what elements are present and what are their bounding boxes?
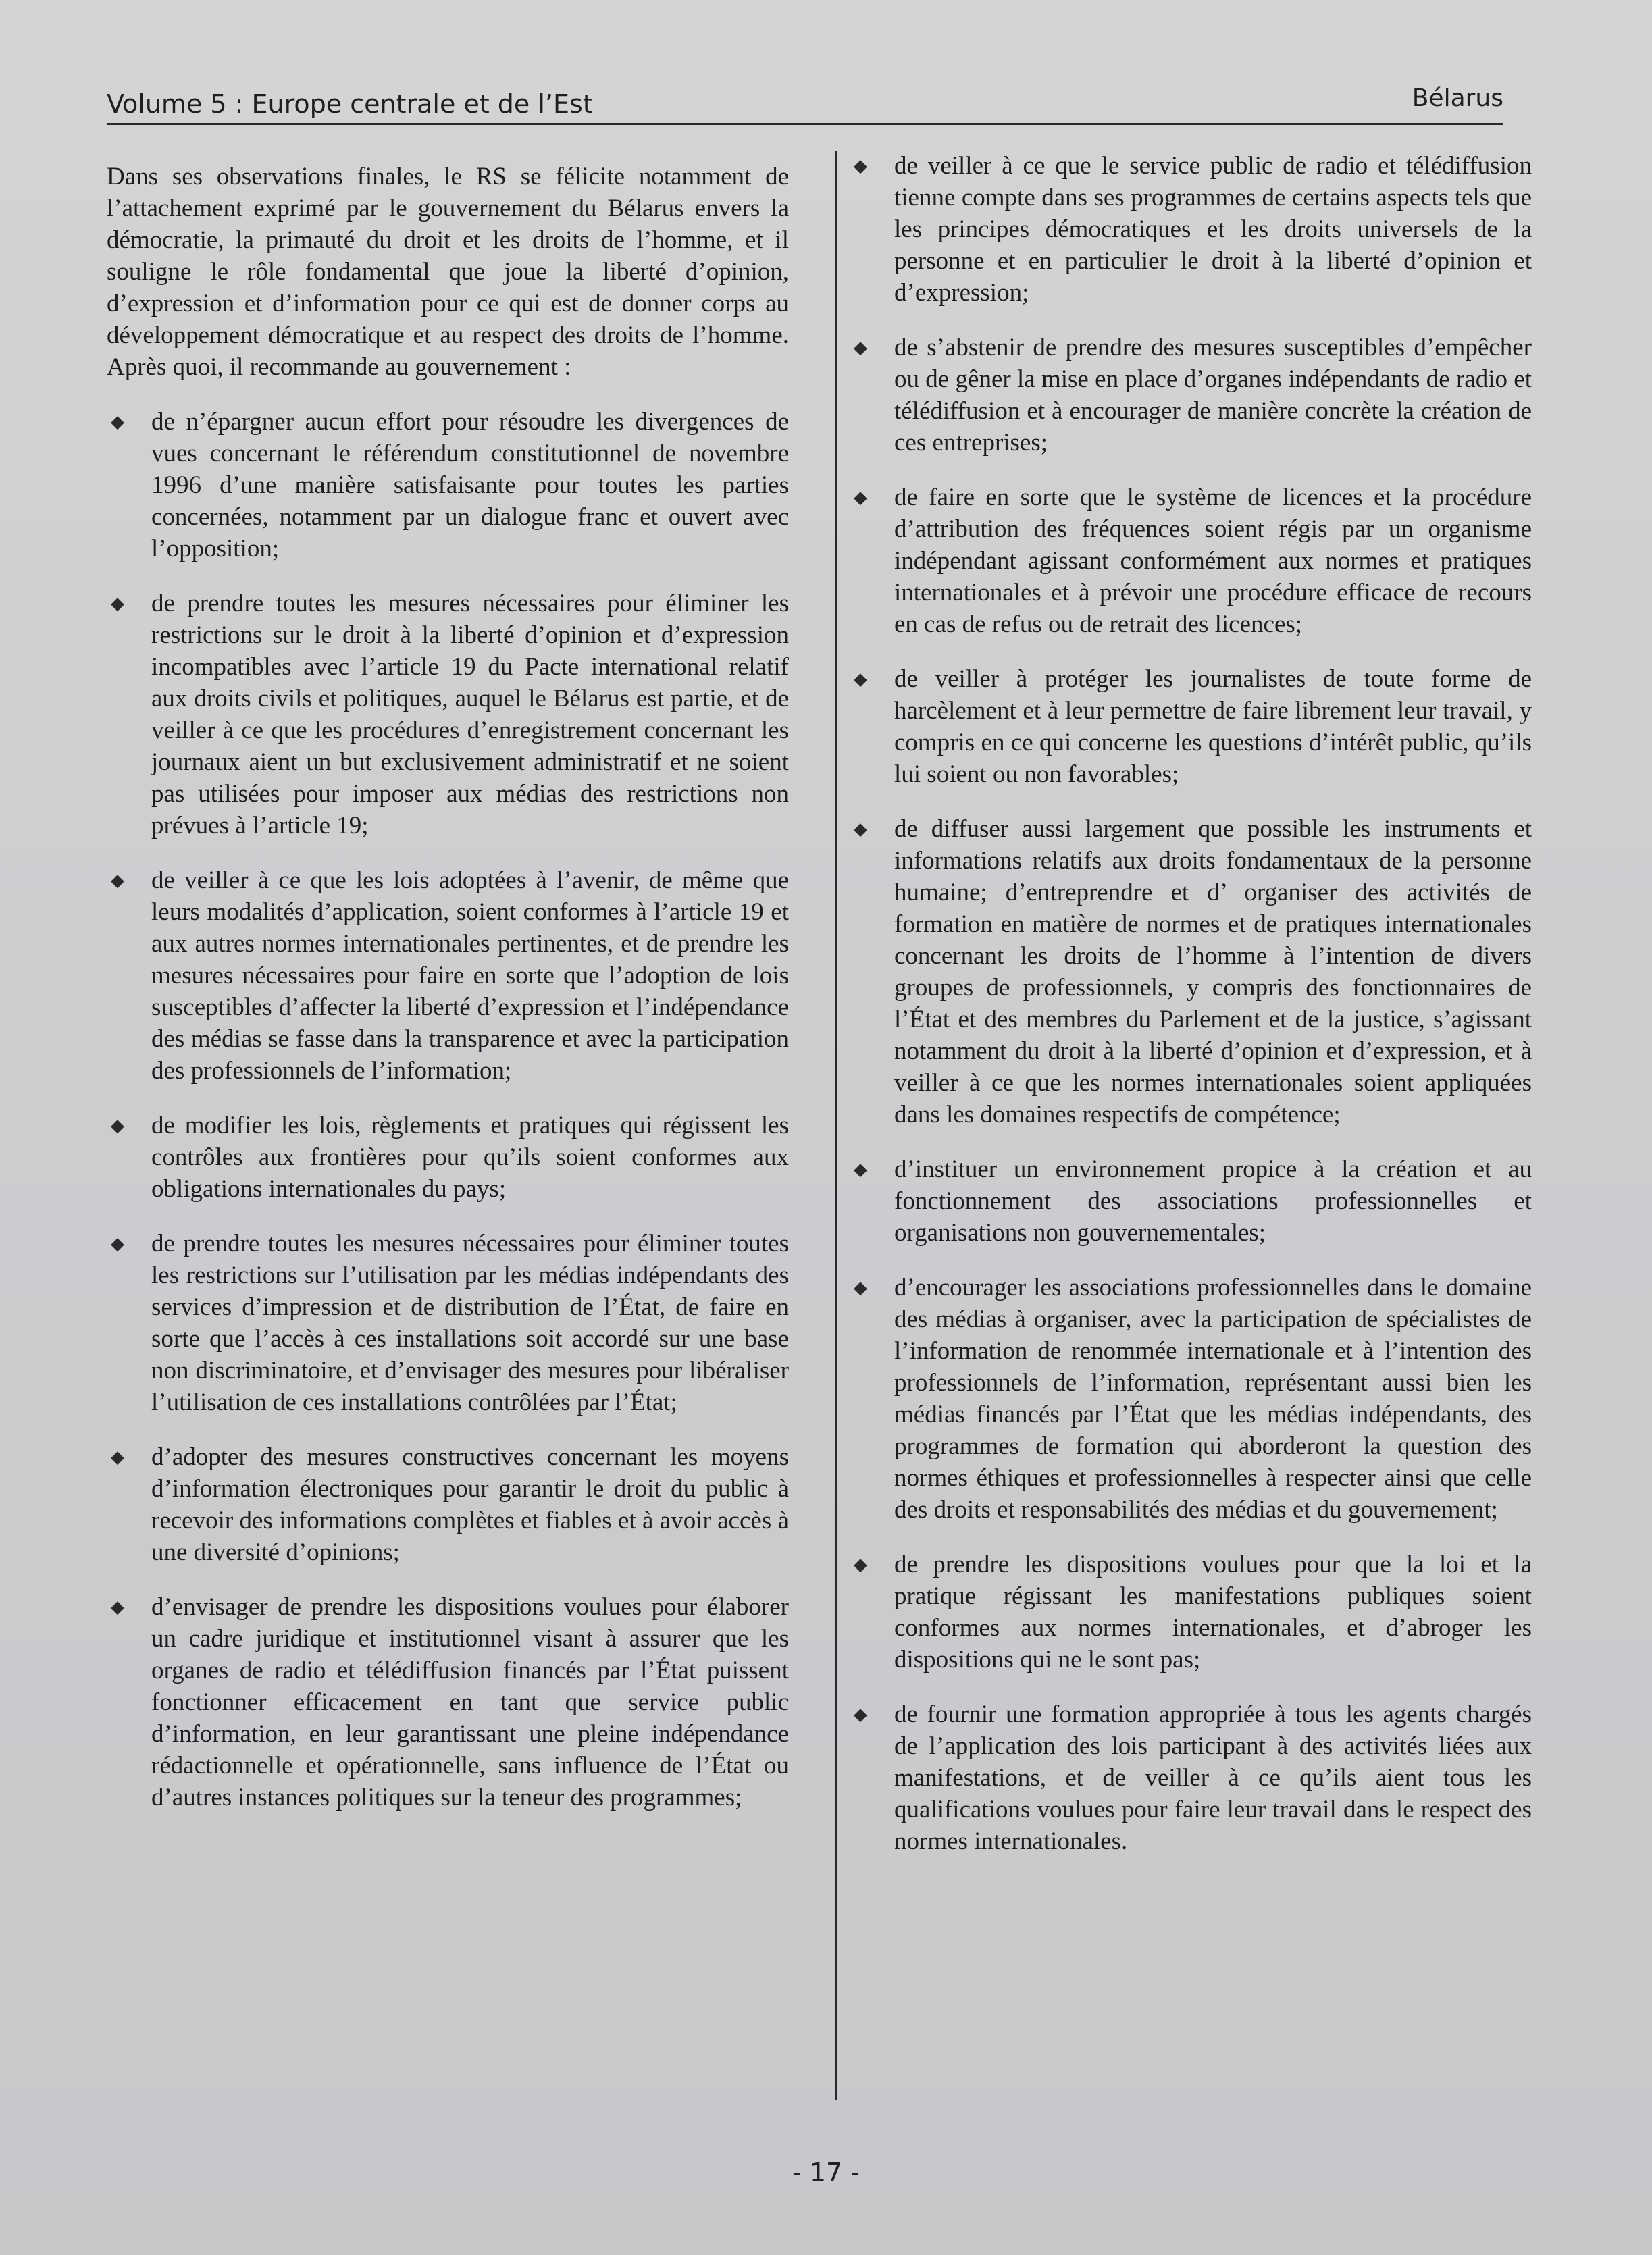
list-item: [850, 482, 1532, 640]
list-item: [850, 1699, 1532, 1857]
intro-paragraph: Dans ses observations finales, le RS se félicite notamment de l’attachement exprimé par le gouvernement du Bélarus envers la démocratie, la primauté du droit et les droits de l’homme, et il souligne le rôle fondamental que joue la liberté d’opinion, d’expression et d’information pour ce qui est de donner corps au développement démocratique et au respect des droits de l’homme. Après quoi, il recommande au gouvernement :: [107, 163, 789, 381]
page-header: [107, 76, 1503, 125]
list-item-text: de faire en sorte que le système de licences et la procédure d’attribution des fréquences soient régis par un organisme indépendant agissant conformément aux normes et pratiques internationales et à prévoir une procédure efficace de recours en cas de refus ou de retrait des licences;: [894, 484, 1532, 638]
bullet-icon: ◆: [854, 1705, 867, 1724]
list-item-text: de prendre les dispositions voulues pour que la loi et la pratique régissant les manifestations publiques soient conformes aux normes internationales, et d’abroger les dispositions qui ne le sont pas;: [894, 1551, 1532, 1674]
list-item: [107, 1591, 789, 1813]
list-item-text: de prendre toutes les mesures nécessaires pour éliminer les restrictions sur le droit à la liberté d’opinion et d’expression incompatibles avec l’article 19 du Pacte international relatif aux droits civils et politiques, auquel le Bélarus est partie, et de veiller à ce que les procédures d’enregistrement concernant les journaux aient un but exclusivement administratif et ne soient pas utilisées pour imposer aux médias des restrictions non prévues à l’article 19;: [151, 590, 789, 839]
list-item-text: d’adopter des mesures constructives concernant les moyens d’information électroniques pour garantir le droit du public à recevoir des informations complètes et fiables et à avoir accès à une diversité d’opinions;: [151, 1443, 789, 1566]
list-item: [850, 1154, 1532, 1249]
list-item: [107, 1441, 789, 1568]
bullet-icon: ◆: [111, 871, 124, 890]
list-item: [850, 150, 1532, 309]
list-item-text: de prendre toutes les mesures nécessaires pour éliminer toutes les restrictions sur l’utilisation par les médias indépendants des services d’impression et de distribution de l’État, de faire en sorte que l’accès à ces installations soit accordé sur une base non discriminatoire, et d’envisager des mesures pour libéraliser l’utilisation de ces installations contrôlées par l’État;: [151, 1230, 789, 1416]
list-item-text: d’instituer un environnement propice à la création et au fonctionnement des associations professionnelles et organisations non gouvernementales;: [894, 1156, 1532, 1247]
bullet-icon: ◆: [854, 156, 867, 176]
bullet-icon: ◆: [111, 1234, 124, 1253]
list-item-text: d’encourager les associations professionnelles dans le domaine des médias à organiser, avec la participation de spécialistes de l’information de renommée internationale et à l’intention des professionnels de l’information, représentant aussi bien les médias financés par l’État que les médias indépendants, des programmes de formation qui aborderont la question des normes éthiques et professionnelles à respecter ainsi que celle des droits et responsabilités des médias et du gouvernement;: [894, 1274, 1532, 1524]
list-item: [850, 663, 1532, 790]
bullet-icon: ◆: [111, 412, 124, 432]
list-item: [107, 406, 789, 565]
bullet-icon: ◆: [854, 488, 867, 507]
country-title: Bélarus: [1412, 84, 1503, 112]
list-item: [107, 1110, 789, 1205]
volume-title: Volume 5 : Europe centrale et de l’Est: [107, 89, 593, 119]
list-item: [107, 1228, 789, 1418]
bullet-icon: ◆: [111, 1597, 124, 1617]
list-item: [850, 332, 1532, 459]
bullet-icon: ◆: [854, 819, 867, 839]
bullet-icon: ◆: [854, 1278, 867, 1297]
recommendation-list-right: [850, 150, 1532, 1857]
bullet-icon: ◆: [111, 1116, 124, 1135]
right-column: [850, 150, 1532, 1880]
list-item-text: de veiller à ce que les lois adoptées à l’avenir, de même que leurs modalités d’application, soient conformes à l’article 19 et aux autres normes internationales pertinentes, et de prendre les mesures nécessaires pour faire en sorte que l’adoption de lois susceptibles d’affecter la liberté d’expression et l’indépendance des médias se fasse dans la transparence et avec la participation des professionnels de l’information;: [151, 866, 789, 1085]
bullet-icon: ◆: [854, 338, 867, 357]
list-item-text: d’envisager de prendre les dispositions voulues pour élaborer un cadre juridique et institutionnel visant à assurer que les organes de radio et télédiffusion financés par l’État puissent fonctionner efficacement en tant que service public d’information, en leur garantissant une pleine indépendance rédactionnelle et opérationnelle, sans influence de l’État ou d’autres instances politiques sur la teneur des programmes;: [151, 1593, 789, 1811]
page-number: - 17 -: [792, 2158, 860, 2187]
list-item: [107, 864, 789, 1087]
list-item-text: de n’épargner aucun effort pour résoudre les divergences de vues concernant le référendum constitutionnel de novembre 1996 d’une manière satisfaisante pour toutes les parties concernées, notamment par un dialogue franc et ouvert avec l’opposition;: [151, 408, 789, 563]
list-item-text: de modifier les lois, règlements et pratiques qui régissent les contrôles aux frontières pour qu’ils soient conformes aux obligations internationales du pays;: [151, 1112, 789, 1203]
column-divider: [835, 151, 837, 2100]
recommendation-list-left: [107, 406, 789, 1813]
list-item: [850, 1549, 1532, 1676]
list-item-text: de diffuser aussi largement que possible les instruments et informations relatifs aux droits fondamentaux de la personne humaine; d’entreprendre et d’ organiser des activités de formation en matière de normes et de pratiques internationales concernant les droits de l’homme à l’intention de divers groupes de professionnels, y compris des fonctionnaires de l’État et des membres du Parlement et de la justice, s’agissant notamment du droit à la liberté d’opinion et d’expression, et à veiller à ce que les normes internationales soient appliquées dans les domaines respectifs de compétence;: [894, 815, 1532, 1129]
list-item: [850, 813, 1532, 1131]
bullet-icon: ◆: [854, 669, 867, 689]
list-item-text: de fournir une formation appropriée à tous les agents chargés de l’application des lois participant à des activités liées aux manifestations, et de veiller à ce qu’ils aient tous les qualifications voulues pour faire leur travail dans le respect des normes internationales.: [894, 1701, 1532, 1855]
list-item-text: de s’abstenir de prendre des mesures susceptibles d’empêcher ou de gêner la mise en place d’organes indépendants de radio et télédiffusion et à encourager de manière concrète la création de ces entreprises;: [894, 334, 1532, 457]
bullet-icon: ◆: [854, 1555, 867, 1574]
list-item-text: de veiller à protéger les journalistes de toute forme de harcèlement et à leur permettre de faire librement leur travail, y compris en ce qui concerne les questions d’intérêt public, qu’ils lui soient ou non favorables;: [894, 665, 1532, 788]
list-item: [107, 588, 789, 841]
bullet-icon: ◆: [111, 594, 124, 613]
list-item: [850, 1272, 1532, 1526]
list-item-text: de veiller à ce que le service public de radio et télédiffusion tienne compte dans ses programmes de certains aspects tels que les principes démocratiques et les droits universels de la personne et en particulier le droit à la liberté d’opinion et d’expression;: [894, 152, 1532, 307]
left-column: [107, 161, 789, 1836]
bullet-icon: ◆: [111, 1447, 124, 1467]
bullet-icon: ◆: [854, 1160, 867, 1179]
